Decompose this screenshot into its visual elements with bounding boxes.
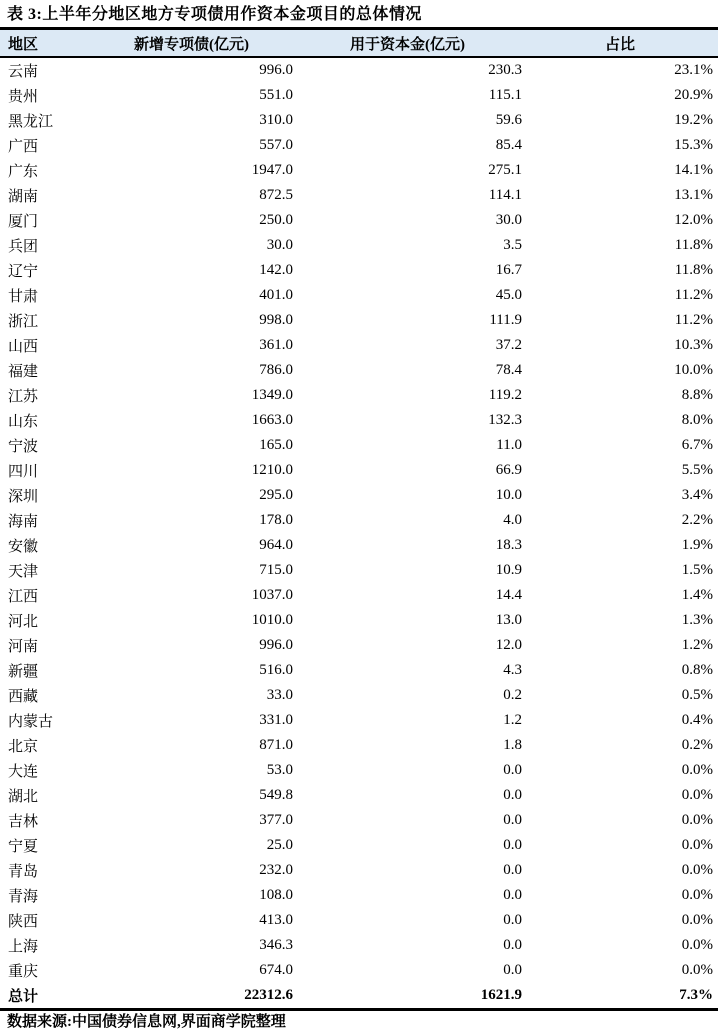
value-cell: 85.4 xyxy=(495,137,522,153)
col-header-share: 占比 xyxy=(604,36,635,53)
value-cell: 0.0% xyxy=(681,787,713,803)
value-cell: 551.0 xyxy=(259,87,293,103)
value-cell: 8.8% xyxy=(681,387,713,403)
table-row xyxy=(0,633,718,658)
region-cell: 湖北 xyxy=(8,789,39,805)
value-cell: 59.6 xyxy=(495,112,522,128)
region-cell: 上海 xyxy=(8,939,39,955)
region-cell: 安徽 xyxy=(8,539,39,555)
table-row xyxy=(0,608,718,633)
value-cell: 37.2 xyxy=(495,337,522,353)
value-cell: 6.7% xyxy=(681,437,713,453)
value-cell: 3.4% xyxy=(681,487,713,503)
value-cell: 1947.0 xyxy=(251,162,293,178)
table-row xyxy=(0,883,718,908)
value-cell: 4.0 xyxy=(503,512,522,528)
table-row xyxy=(0,283,718,308)
value-cell: 413.0 xyxy=(259,912,293,928)
total-new-special-bonds: 22312.6 xyxy=(244,987,293,1003)
value-cell: 10.3% xyxy=(674,337,713,353)
col-header-new-special-bonds: 新增专项债(亿元) xyxy=(134,36,249,53)
value-cell: 1.9% xyxy=(681,537,713,553)
total-row xyxy=(0,983,718,1010)
table-row xyxy=(0,958,718,983)
value-cell: 14.1% xyxy=(674,162,713,178)
table-row xyxy=(0,458,718,483)
value-cell: 0.0% xyxy=(681,962,713,978)
value-cell: 142.0 xyxy=(259,262,293,278)
value-cell: 115.1 xyxy=(488,87,522,103)
region-cell: 宁波 xyxy=(8,439,39,455)
value-cell: 114.1 xyxy=(488,187,522,203)
value-cell: 310.0 xyxy=(259,112,293,128)
region-cell: 兵团 xyxy=(8,239,39,255)
value-cell: 0.2 xyxy=(503,687,522,703)
table-row xyxy=(0,833,718,858)
value-cell: 15.3% xyxy=(674,137,713,153)
region-cell: 新疆 xyxy=(8,664,39,680)
region-cell: 辽宁 xyxy=(8,264,39,280)
region-cell: 海南 xyxy=(8,514,39,530)
value-cell: 0.0% xyxy=(681,812,713,828)
value-cell: 33.0 xyxy=(266,687,293,703)
value-cell: 16.7 xyxy=(495,262,522,278)
value-cell: 0.0 xyxy=(503,787,522,803)
region-cell: 贵州 xyxy=(8,89,39,105)
value-cell: 4.3 xyxy=(503,662,522,678)
value-cell: 0.0% xyxy=(681,887,713,903)
total-label: 总计 xyxy=(8,989,39,1005)
value-cell: 996.0 xyxy=(259,637,293,653)
value-cell: 0.0 xyxy=(503,762,522,778)
value-cell: 872.5 xyxy=(259,187,293,203)
value-cell: 1210.0 xyxy=(251,462,293,478)
value-cell: 11.0 xyxy=(496,437,522,453)
table-row xyxy=(0,383,718,408)
table-row xyxy=(0,683,718,708)
value-cell: 12.0 xyxy=(495,637,522,653)
region-cell: 吉林 xyxy=(8,814,39,830)
value-cell: 10.0 xyxy=(495,487,522,503)
region-cell: 黑龙江 xyxy=(8,114,54,130)
table-row xyxy=(0,433,718,458)
value-cell: 0.0 xyxy=(503,862,522,878)
table-row xyxy=(0,158,718,183)
value-cell: 20.9% xyxy=(674,87,713,103)
table-row xyxy=(0,483,718,508)
region-cell: 浙江 xyxy=(8,314,39,330)
total-used-as-capital: 1621.9 xyxy=(480,987,522,1003)
total-share: 7.3% xyxy=(679,987,713,1003)
value-cell: 377.0 xyxy=(259,812,293,828)
table-row xyxy=(0,733,718,758)
value-cell: 871.0 xyxy=(259,737,293,753)
region-cell: 山东 xyxy=(8,414,39,430)
value-cell: 111.9 xyxy=(489,312,522,328)
value-cell: 10.0% xyxy=(674,362,713,378)
value-cell: 1.2 xyxy=(503,712,522,728)
value-cell: 230.3 xyxy=(488,62,522,78)
value-cell: 0.0% xyxy=(681,862,713,878)
value-cell: 11.2% xyxy=(674,287,713,303)
table-row xyxy=(0,583,718,608)
value-cell: 30.0 xyxy=(495,212,522,228)
region-cell: 广西 xyxy=(8,139,39,155)
region-cell: 河南 xyxy=(8,639,39,655)
col-header-region: 地区 xyxy=(8,36,39,53)
region-cell: 北京 xyxy=(8,739,39,755)
table-row xyxy=(0,358,718,383)
value-cell: 0.0% xyxy=(681,837,713,853)
table-row xyxy=(0,183,718,208)
value-cell: 0.0 xyxy=(503,962,522,978)
value-cell: 786.0 xyxy=(259,362,293,378)
value-cell: 0.2% xyxy=(681,737,713,753)
table-row xyxy=(0,933,718,958)
table-row xyxy=(0,208,718,233)
value-cell: 13.0 xyxy=(495,612,522,628)
col-header-used-as-capital: 用于资本金(亿元) xyxy=(350,36,465,53)
value-cell: 1.5% xyxy=(681,562,713,578)
value-cell: 119.2 xyxy=(488,387,522,403)
value-cell: 964.0 xyxy=(259,537,293,553)
value-cell: 2.2% xyxy=(681,512,713,528)
table-row xyxy=(0,408,718,433)
table-row xyxy=(0,783,718,808)
value-cell: 0.0% xyxy=(681,937,713,953)
value-cell: 998.0 xyxy=(259,312,293,328)
value-cell: 5.5% xyxy=(681,462,713,478)
value-cell: 78.4 xyxy=(495,362,522,378)
value-cell: 0.0 xyxy=(503,937,522,953)
value-cell: 1.2% xyxy=(681,637,713,653)
value-cell: 674.0 xyxy=(259,962,293,978)
value-cell: 11.8% xyxy=(674,262,713,278)
value-cell: 11.2% xyxy=(674,312,713,328)
value-cell: 1.8 xyxy=(503,737,522,753)
value-cell: 0.0 xyxy=(503,912,522,928)
value-cell: 14.4 xyxy=(495,587,522,603)
value-cell: 18.3 xyxy=(495,537,522,553)
value-cell: 0.0 xyxy=(503,887,522,903)
value-cell: 1349.0 xyxy=(251,387,293,403)
value-cell: 178.0 xyxy=(259,512,293,528)
region-cell: 福建 xyxy=(8,364,39,380)
value-cell: 996.0 xyxy=(259,62,293,78)
table-title: 表 3:上半年分地区地方专项债用作资本金项目的总体情况 xyxy=(0,0,718,30)
value-cell: 1663.0 xyxy=(251,412,293,428)
value-cell: 0.4% xyxy=(681,712,713,728)
table-row xyxy=(0,908,718,933)
value-cell: 1037.0 xyxy=(251,587,293,603)
table-row xyxy=(0,533,718,558)
table-row xyxy=(0,658,718,683)
table-row xyxy=(0,858,718,883)
table-row xyxy=(0,83,718,108)
table-row xyxy=(0,57,718,83)
value-cell: 361.0 xyxy=(259,337,293,353)
value-cell: 0.0 xyxy=(503,812,522,828)
value-cell: 346.3 xyxy=(259,937,293,953)
value-cell: 516.0 xyxy=(259,662,293,678)
value-cell: 23.1% xyxy=(674,62,713,78)
value-cell: 8.0% xyxy=(681,412,713,428)
value-cell: 0.0% xyxy=(681,912,713,928)
value-cell: 165.0 xyxy=(259,437,293,453)
region-cell: 江苏 xyxy=(8,389,39,405)
table-row xyxy=(0,758,718,783)
value-cell: 10.9 xyxy=(495,562,522,578)
value-cell: 13.1% xyxy=(674,187,713,203)
table-row xyxy=(0,233,718,258)
value-cell: 108.0 xyxy=(259,887,293,903)
region-cell: 河北 xyxy=(8,614,39,630)
region-cell: 重庆 xyxy=(8,964,39,980)
value-cell: 549.8 xyxy=(259,787,293,803)
value-cell: 0.0% xyxy=(681,762,713,778)
value-cell: 12.0% xyxy=(674,212,713,228)
value-cell: 30.0 xyxy=(266,237,293,253)
region-cell: 甘肃 xyxy=(8,289,39,305)
value-cell: 275.1 xyxy=(488,162,522,178)
value-cell: 0.5% xyxy=(681,687,713,703)
table-row xyxy=(0,558,718,583)
value-cell: 11.8% xyxy=(674,237,713,253)
region-cell: 湖南 xyxy=(8,189,39,205)
value-cell: 1010.0 xyxy=(251,612,293,628)
value-cell: 1.3% xyxy=(681,612,713,628)
region-cell: 陕西 xyxy=(8,914,39,930)
table-row xyxy=(0,333,718,358)
region-cell: 天津 xyxy=(8,564,39,580)
value-cell: 557.0 xyxy=(259,137,293,153)
value-cell: 53.0 xyxy=(266,762,293,778)
region-cell: 广东 xyxy=(8,164,39,180)
value-cell: 0.8% xyxy=(681,662,713,678)
region-cell: 青海 xyxy=(8,889,39,905)
region-cell: 江西 xyxy=(8,589,39,605)
region-cell: 大连 xyxy=(8,764,39,780)
region-cell: 山西 xyxy=(8,339,39,355)
value-cell: 3.5 xyxy=(503,237,522,253)
region-cell: 深圳 xyxy=(8,489,39,505)
table-row xyxy=(0,808,718,833)
value-cell: 401.0 xyxy=(259,287,293,303)
region-cell: 四川 xyxy=(8,464,39,480)
value-cell: 715.0 xyxy=(259,562,293,578)
value-cell: 45.0 xyxy=(495,287,522,303)
value-cell: 295.0 xyxy=(259,487,293,503)
value-cell: 250.0 xyxy=(259,212,293,228)
region-cell: 厦门 xyxy=(8,214,39,230)
table-row xyxy=(0,133,718,158)
table-row xyxy=(0,508,718,533)
value-cell: 1.4% xyxy=(681,587,713,603)
value-cell: 19.2% xyxy=(674,112,713,128)
value-cell: 331.0 xyxy=(259,712,293,728)
region-cell: 青岛 xyxy=(8,864,39,880)
source-note: 数据来源:中国债券信息网,界面商学院整理 xyxy=(7,1014,286,1030)
table-row xyxy=(0,108,718,133)
header-row xyxy=(0,30,718,57)
table-row xyxy=(0,258,718,283)
region-bond-table xyxy=(0,30,718,1011)
region-cell: 内蒙古 xyxy=(8,714,54,730)
region-cell: 宁夏 xyxy=(8,839,39,855)
value-cell: 232.0 xyxy=(259,862,293,878)
value-cell: 25.0 xyxy=(266,837,293,853)
value-cell: 0.0 xyxy=(503,837,522,853)
region-cell: 西藏 xyxy=(8,689,39,705)
value-cell: 132.3 xyxy=(488,412,522,428)
table-row xyxy=(0,708,718,733)
table-row xyxy=(0,308,718,333)
value-cell: 66.9 xyxy=(495,462,522,478)
region-cell: 云南 xyxy=(8,64,39,80)
